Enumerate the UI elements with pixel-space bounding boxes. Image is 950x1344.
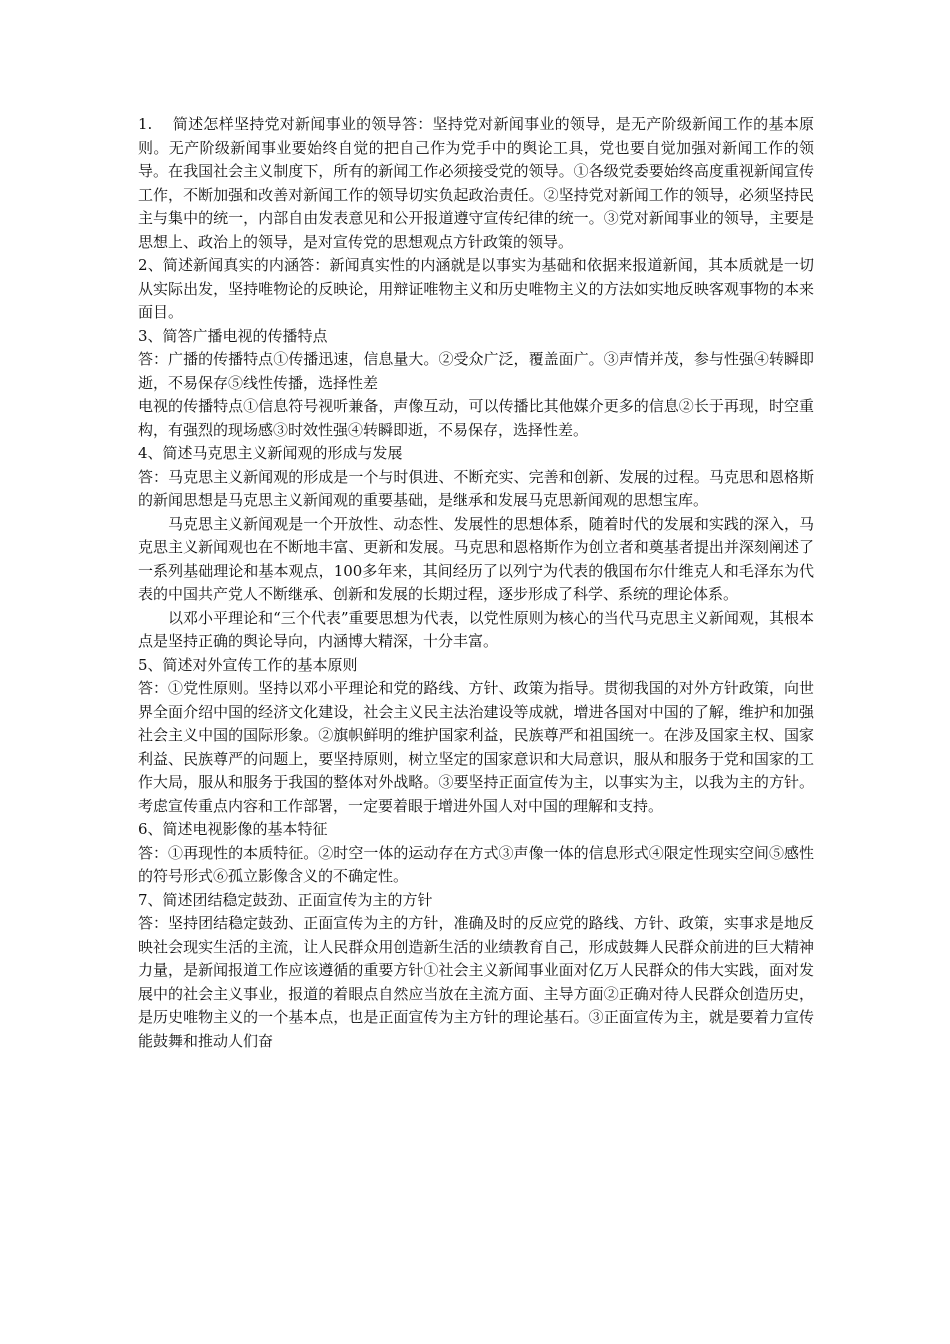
paragraph-q1: 1. 简述怎样坚持党对新闻事业的领导答：坚持党对新闻事业的领导，是无产阶级新闻工作的基本原则。无产阶级新闻事业要始终自觉的把自己作为党手中的舆论工具，党也要自觉加强对新闻工作的领导。在我国社会主义制度下，所有的新闻工作必须接受党的领导。①各级党委要始终高度重视新闻宣传工作，不断加强和改善对新闻工作的领导切实负起政治责任。②坚持党对新闻工作的领导，必须坚持民主与集中的统一，内部自由发表意见和公开报道遵守宣传纪律的统一。③党对新闻事业的领导，主要是思想上、政治上的领导，是对宣传党的思想观点方针政策的领导。 <box>138 115 814 251</box>
paragraph-q2: 2、简述新闻真实的内涵答：新闻真实性的内涵就是以事实为基础和依据来报道新闻，其本质就是一切从实际出发，坚持唯物论的反映论，用辩证唯物主义和历史唯物主义的方法如实地反映客观事物的本来面目。 <box>138 256 814 321</box>
question-heading-5: 5、简述对外宣传工作的基本原则 <box>138 655 358 674</box>
answer-broadcast: 答：广播的传播特点①传播迅速，信息量大。②受众广泛，覆盖面广。③声情并茂，参与性强④转瞬即逝，不易保存⑤线性传播，选择性差 <box>138 350 814 392</box>
document-body <box>138 113 814 1053</box>
answer-5: 答：①党性原则。坚持以邓小平理论和党的路线、方针、政策为指导。贯彻我国的对外方针政策，向世界全面介绍中国的经济文化建设，社会主义民主法治建设等成就，增进各国对中国的了解，维护和加强社会主义中国的国际形象。②旗帜鲜明的维护国家利益，民族尊严和祖国统一。在涉及国家主权、国家利益、民族尊严的问题上，要坚持原则，树立坚定的国家意识和大局意识，服从和服务于党和国家的工作大局，服从和服务于我国的整体对外战略。③要坚持正面宣传为主，以事实为主，以我为主的方针。考虑宣传重点内容和工作部署，一定要着眼于增进外国人对中国的理解和支持。 <box>138 679 814 815</box>
answer-6: 答：①再现性的本质特征。②时空一体的运动存在方式③声像一体的信息形式④限定性现实空间⑤感性的符号形式⑥孤立影像含义的不确定性。 <box>138 843 814 885</box>
question-heading-6: 6、简述电视影像的基本特征 <box>138 820 328 838</box>
question-heading-7: 7、简述团结稳定鼓劲、正面宣传为主的方针 <box>138 890 433 909</box>
answer-4-part-3: 以邓小平理论和“三个代表”重要思想为代表，以党性原则为核心的当代马克思主义新闻观，其根本点是坚持正确的舆论导向，内涵博大精深，十分丰富。 <box>138 608 814 650</box>
answer-4-part-2: 马克思主义新闻观是一个开放性、动态性、发展性的思想体系，随着时代的发展和实践的深入，马克思主义新闻观也在不断地丰富、更新和发展。马克思和恩格斯作为创立者和奠基者提出并深刻阐述了一系列基础理论和基本观点，100多年来，其间经历了以列宁为代表的俄国布尔什维克人和毛泽东为代表的中国共产党人不断继承、创新和发展的长期过程，逐步形成了科学、系统的理论体系。 <box>138 514 814 603</box>
answer-television: 电视的传播特点①信息符号视听兼备，声像互动，可以传播比其他媒介更多的信息②长于再现，时空重构，有强烈的现场感③时效性强④转瞬即逝，不易保存，选择性差。 <box>138 397 814 439</box>
question-heading-4: 4、简述马克思主义新闻观的形成与发展 <box>138 444 403 462</box>
answer-7: 答：坚持团结稳定鼓劲、正面宣传为主的方针，准确及时的反应党的路线、方针、政策，实事求是地反映社会现实生活的主流，让人民群众用创造新生活的业绩教育自己，形成鼓舞人民群众前进的巨大精神力量，是新闻报道工作应该遵循的重要方针①社会主义新闻事业面对亿万人民群众的伟大实践，面对发展中的社会主义事业，报道的着眼点自然应当放在主流方面、主导方面②正确对待人民群众创造历史，是历史唯物主义的一个基本点，也是正面宣传为主方针的理论基石。③正面宣传为主，就是要着力宣传能鼓舞和推动人们奋 <box>138 914 814 1050</box>
answer-4-part-1: 答：马克思主义新闻观的形成是一个与时俱进、不断充实、完善和创新、发展的过程。马克思和恩格斯的新闻思想是马克思主义新闻观的重要基础，是继承和发展马克思新闻观的思想宝库。 <box>138 467 814 509</box>
question-heading-3: 3、简答广播电视的传播特点 <box>138 326 328 345</box>
